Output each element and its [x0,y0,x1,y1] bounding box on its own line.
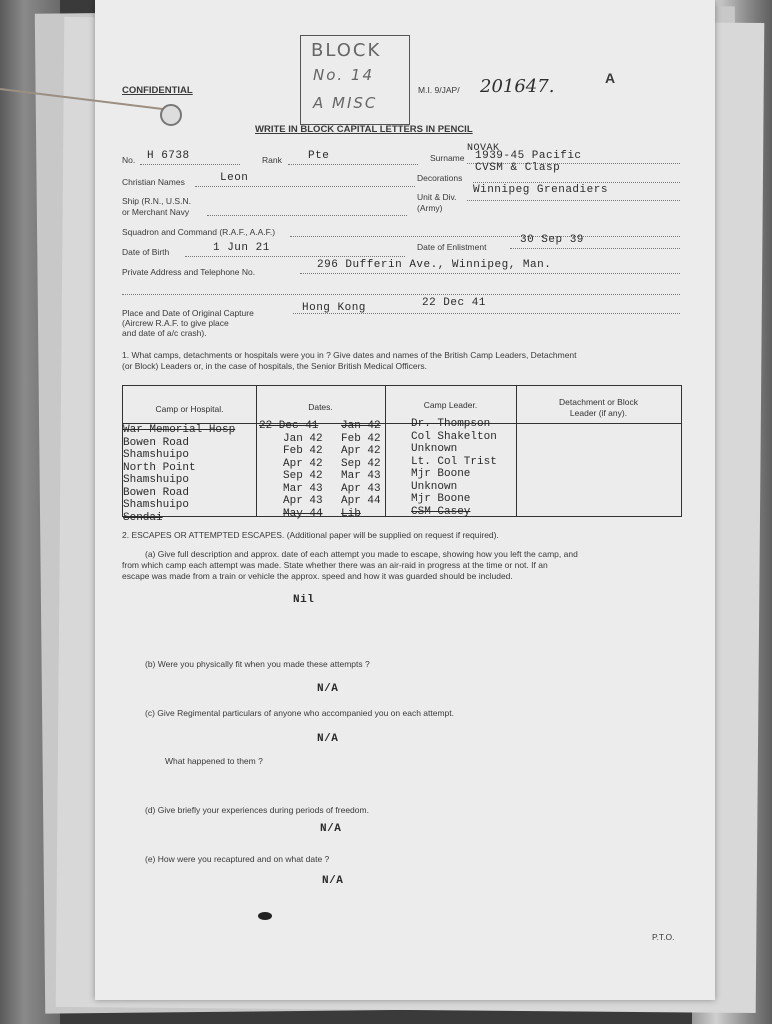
from-column [259,420,323,520]
header-leader: Camp Leader. [423,400,478,410]
answer-2e: N/A [322,875,344,887]
capture-label-3: and date of a/c crash). [122,328,207,338]
table-cell: Apr 43 [341,482,381,495]
instruction-heading: WRITE IN BLOCK CAPITAL LETTERS IN PENCIL [255,124,473,135]
squadron-label: Squadron and Command (R.A.F., A.A.F.) [122,227,276,237]
no-label: No. [122,155,136,165]
question-2c-text: (c) Give Regimental particulars of anyone who accompanied you on each attempt. [145,708,454,718]
header-dates: Dates. [308,402,333,412]
decorations-label: Decorations [417,173,463,183]
unit-label-2: (Army) [417,203,443,213]
unit-value: Winnipeg Grenadiers [473,184,608,196]
to-column [341,420,381,520]
table-cell: Sep 42 [283,470,323,482]
table-cell: Shamshuipo [123,449,190,461]
stamp-line-3: A MISC [313,94,378,112]
surname-label: Surname [430,153,465,163]
answer-2d: N/A [320,823,342,835]
table-cell: Mjr Boone [411,468,471,480]
christian-names-label: Christian Names [122,177,185,187]
table-cell: Mar 43 [341,470,381,482]
table-cell: Mjr Boone [411,493,471,505]
form-page [95,0,715,1000]
question-2a-text-3: escape was made from a train or vehicle the approx. speed and how it was guarded should be included. [122,571,513,581]
header-detachment: Detachment or Block [559,397,638,407]
table-cell: Jan 42 [283,432,323,445]
stamp-line-2: No. 14 [313,66,375,84]
surname-value: NOVAK [467,143,500,154]
pto-label: P.T.O. [652,932,675,942]
table-cell: Sep 42 [341,457,381,470]
table-cell: Dr. Thompson [411,418,491,430]
table-cell: Mar 43 [283,482,323,495]
table-cell: Bowen Road [123,486,190,499]
table-cell: Feb 42 [341,432,381,445]
answer-2c: N/A [317,733,339,745]
medal-value: 1939-45 Pacific [475,150,582,162]
form-reference: M.I. 9/JAP/ [418,85,460,95]
enlistment-label: Date of Enlistment [417,242,487,252]
rank-label: Rank [262,155,282,165]
camp-column [123,424,235,524]
header-camp: Camp or Hospital. [155,404,224,414]
answer-2b: N/A [317,683,339,695]
question-1-text: 1. What camps, detachments or hospitals were you in ? Give dates and names of the British Camp Leaders, Detachment [122,350,577,360]
dob-label: Date of Birth [122,247,170,257]
table-cell: Bowen Road [123,436,190,449]
question-2e-text: (e) How were you recaptured and on what date ? [145,854,330,864]
christian-names-value: Leon [220,172,249,184]
corner-mark: A [605,70,616,86]
stamp-line-1: BLOCK [311,40,382,61]
binding-ring [160,104,182,126]
block-stamp [300,35,410,125]
decorations-value: CVSM & Clasp [475,162,561,174]
table-cell: Unknown [411,480,458,493]
confidential-label: CONFIDENTIAL [122,85,193,96]
table-cell: War Memorial Hosp [123,424,236,436]
table-cell: 22 Dec 41 [259,420,319,432]
ship-label: Ship (R.N., U.S.N. [122,196,191,206]
question-2d-text: (d) Give briefly your experiences during periods of freedom. [145,805,369,815]
camps-table [122,385,682,524]
table-cell: Shamshuipo [123,499,190,511]
answer-2a: Nil [293,594,315,606]
capture-label-2: (Aircrew R.A.F. to give place [122,318,229,328]
question-2b-text: (b) Were you physically fit when you made these attempts ? [145,659,370,669]
question-2c-follow-up: What happened to them ? [165,756,263,766]
table-cell: North Point [123,461,196,474]
table-cell: Apr 43 [283,495,323,507]
question-2a-text: (a) Give full description and approx. date of each attempt you made to escape, showing how you left the camp, and [145,549,578,559]
header-detachment-2: Leader (if any). [569,408,628,418]
capture-label: Place and Date of Original Capture [122,308,254,318]
table-cell: Feb 42 [283,445,323,457]
address-label: Private Address and Telephone No. [122,267,256,277]
table-cell: Jan 42 [341,420,381,432]
table-cell: Col Shakelton [411,430,497,443]
enlistment-value: 30 Sep 39 [520,234,584,246]
unit-label: Unit & Div. [417,192,457,202]
table-cell: Shamshuipo [123,474,190,486]
question-2-title: 2. ESCAPES OR ATTEMPTED ESCAPES. (Additional paper will be supplied on request if required). [122,530,499,540]
table-cell: May 44 [283,507,323,520]
no-value: H 6738 [147,150,190,162]
question-2a-text-2: from which camp each attempt was made. State whether there was an air-raid in progress at the time or not. If an [122,560,548,570]
leader-column [411,418,497,518]
table-cell: Sendai [123,511,163,524]
rank-value: Pte [308,150,330,162]
table-cell: Apr 42 [283,457,323,470]
question-1-text-2: (or Block) Leaders or, in the case of hospitals, the Senior British Medical Officers. [122,361,428,371]
table-cell: CSM Casey [411,505,471,518]
table-cell: Apr 44 [341,495,381,507]
table-cell: Unknown [411,443,458,455]
table-cell: Lt. Col Trist [411,455,497,468]
ship-label-2: or Merchant Navy [122,207,190,217]
ink-blot [258,912,272,920]
table-cell: Apr 42 [341,445,381,457]
table-cell: Lib [341,507,361,520]
dob-value: 1 Jun 21 [213,242,270,254]
address-value: 296 Dufferin Ave., Winnipeg, Man. [317,259,552,271]
capture-date: 22 Dec 41 [422,297,486,309]
capture-place: Hong Kong [302,302,366,314]
form-number: 201647. [480,76,555,97]
